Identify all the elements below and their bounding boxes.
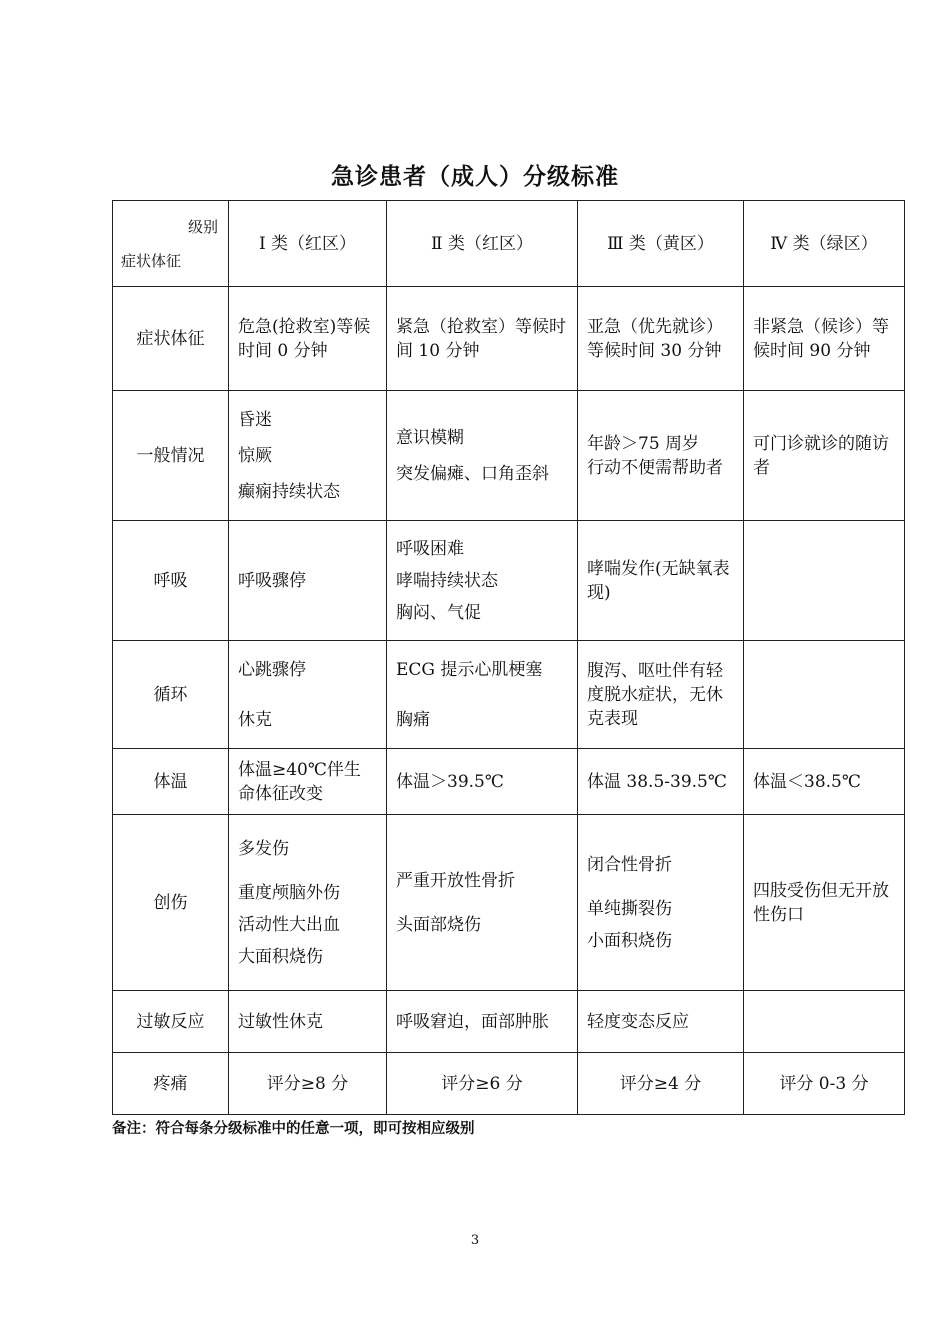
cell-line: 紧急（抢救室）等候时间 10 分钟 xyxy=(396,316,566,361)
table-cell xyxy=(229,641,387,749)
cell-line: 四肢受伤但无开放性伤口 xyxy=(753,880,889,925)
table-cell xyxy=(578,521,744,641)
table-cell xyxy=(387,749,578,815)
cell-line: 胸闷、气促 xyxy=(396,602,481,623)
cell-line: 心跳骤停 xyxy=(238,659,306,680)
cell-line: 呼吸困难 xyxy=(396,538,464,559)
row-label: 疼痛 xyxy=(113,1053,229,1115)
page-number: 3 xyxy=(470,1233,480,1248)
table-cell xyxy=(578,1053,744,1115)
column-header: Ⅲ 类（黄区） xyxy=(578,201,744,287)
table-header-row xyxy=(113,201,905,287)
cell-line: 哮喘发作(无缺氧表现) xyxy=(587,558,730,603)
cell-line: 小面积烧伤 xyxy=(587,930,672,951)
cell-line: 昏迷 xyxy=(238,409,272,430)
triage-table xyxy=(112,200,905,1115)
table-cell xyxy=(387,815,578,991)
table-cell xyxy=(387,391,578,521)
cell-line: 评分≥4 分 xyxy=(619,1073,702,1094)
row-label: 创伤 xyxy=(113,815,229,991)
cell-line: 突发偏瘫、口角歪斜 xyxy=(396,463,549,484)
cell-line: 行动不便需帮助者 xyxy=(587,457,723,478)
cell-line: 亚急（优先就诊）等候时间 30 分钟 xyxy=(587,316,723,361)
row-label: 一般情况 xyxy=(113,391,229,521)
table-row xyxy=(113,1053,905,1115)
cell-line: 评分≥6 分 xyxy=(441,1073,523,1094)
row-label: 体温 xyxy=(113,749,229,815)
cell-line: ECG 提示心肌梗塞 xyxy=(396,659,543,680)
cell-line: 多发伤 xyxy=(238,838,289,859)
table-cell xyxy=(744,991,905,1053)
table-cell xyxy=(387,1053,578,1115)
table-cell xyxy=(229,287,387,391)
column-header: Ⅱ 类（红区） xyxy=(387,201,578,287)
cell-line: 哮喘持续状态 xyxy=(396,570,498,591)
row-label: 循环 xyxy=(113,641,229,749)
table-cell xyxy=(578,991,744,1053)
table-row xyxy=(113,287,905,391)
table-cell xyxy=(229,815,387,991)
cell-line: 大面积烧伤 xyxy=(238,946,323,967)
cell-line: 胸痛 xyxy=(396,709,430,730)
cell-line: 单纯撕裂伤 xyxy=(587,898,672,919)
table-cell xyxy=(229,1053,387,1115)
cell-line: 呼吸窘迫，面部肿胀 xyxy=(396,1011,549,1032)
cell-line: 癫痫持续状态 xyxy=(238,481,340,502)
cell-line: 体温 38.5-39.5℃ xyxy=(587,771,727,792)
cell-line: 过敏性休克 xyxy=(238,1011,323,1032)
cell-line: 腹泻、呕吐伴有轻度脱水症状，无休克表现 xyxy=(587,660,723,729)
corner-top-label: 级别 xyxy=(187,218,218,236)
table-cell xyxy=(578,641,744,749)
cell-line: 头面部烧伤 xyxy=(396,914,481,935)
table-cell xyxy=(578,815,744,991)
table-cell xyxy=(229,521,387,641)
cell-line: 评分 0-3 分 xyxy=(779,1073,869,1094)
table-cell xyxy=(744,815,905,991)
table-cell xyxy=(578,749,744,815)
table-row xyxy=(113,391,905,521)
table-row xyxy=(113,641,905,749)
cell-line: 评分≥8 分 xyxy=(266,1073,349,1094)
row-label: 症状体征 xyxy=(113,287,229,391)
table-cell xyxy=(744,749,905,815)
cell-line: 危急(抢救室)等候时间 0 分钟 xyxy=(238,316,371,361)
table-row xyxy=(113,991,905,1053)
table-cell xyxy=(229,991,387,1053)
table-cell xyxy=(229,749,387,815)
table-cell xyxy=(744,391,905,521)
page-title: 急诊患者（成人）分级标准 xyxy=(331,164,619,190)
table-row xyxy=(113,521,905,641)
table-cell xyxy=(578,391,744,521)
cell-line: 体温≥40℃伴生命体征改变 xyxy=(238,759,361,804)
table-cell xyxy=(387,287,578,391)
cell-line: 呼吸骤停 xyxy=(238,570,306,591)
cell-line: 轻度变态反应 xyxy=(587,1011,689,1032)
corner-bottom-label: 症状体征 xyxy=(121,252,182,270)
table-cell xyxy=(744,641,905,749)
cell-line: 意识模糊 xyxy=(396,427,464,448)
table-cell xyxy=(387,521,578,641)
cell-line: 活动性大出血 xyxy=(238,914,340,935)
cell-line: 体温＞39.5℃ xyxy=(396,771,504,792)
table-cell xyxy=(229,391,387,521)
cell-line: 惊厥 xyxy=(238,445,272,466)
table-cell xyxy=(744,287,905,391)
table-cell xyxy=(387,641,578,749)
footnote: 备注：符合每条分级标准中的任意一项，即可按相应级别 xyxy=(112,1121,475,1137)
table-cell xyxy=(744,521,905,641)
cell-line: 闭合性骨折 xyxy=(587,854,672,875)
cell-line: 严重开放性骨折 xyxy=(396,870,515,891)
table-row xyxy=(113,815,905,991)
cell-line: 非紧急（候诊）等候时间 90 分钟 xyxy=(753,316,889,361)
row-label: 过敏反应 xyxy=(113,991,229,1053)
table-row xyxy=(113,749,905,815)
table-cell xyxy=(578,287,744,391)
column-header: Ⅰ 类（红区） xyxy=(229,201,387,287)
cell-line: 可门诊就诊的随访者 xyxy=(753,433,889,478)
table-cell xyxy=(387,991,578,1053)
row-label: 呼吸 xyxy=(113,521,229,641)
cell-line: 年龄＞75 周岁 xyxy=(587,433,700,454)
column-header: Ⅳ 类（绿区） xyxy=(744,201,905,287)
cell-line: 重度颅脑外伤 xyxy=(238,882,340,903)
cell-line: 体温＜38.5℃ xyxy=(753,771,861,792)
corner-cell xyxy=(113,201,229,287)
table-cell xyxy=(744,1053,905,1115)
cell-line: 休克 xyxy=(238,709,272,730)
